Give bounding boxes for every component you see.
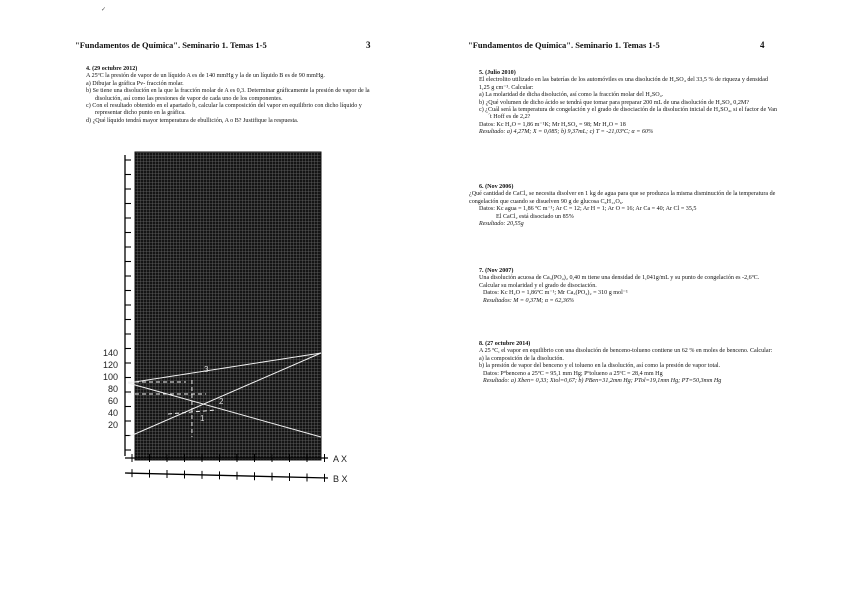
problem-6-resultado: Resultado: 20,55g — [479, 221, 524, 228]
y-label: 140 — [102, 348, 118, 358]
problem-4-item-d: d) ¿Qué líquido tendrá mayor temperatura de ebullición, A o B? Justifique la respuesta. — [86, 117, 299, 124]
problem-8-item-a: a) la composición de la disolución. — [479, 355, 564, 362]
problem-4-item-a: a) Dibujar la gráfica Pv- fracción molar. — [86, 80, 184, 87]
problem-5-resultado: Resultado: a) 4,27M; X = 0,085; b) 9,37mL; c) T = -21,03ºC; α = 60% — [479, 129, 654, 136]
problem-5 — [479, 70, 779, 137]
y-label: 20 — [107, 420, 118, 430]
problem-8-resultado: Resultado: a) Xben= 0,33; Xtol=0,67; b) PBen=31,2mm Hg; PTol=19,1mm Hg; PT=50,3mm Hg — [483, 378, 722, 385]
problem-6-datos-2: El CaCl₂ está disociado un 85% — [496, 213, 574, 220]
problem-8-item-b: b) la presión de vapor del benceno y el tolueno en la disolución, así como la presión de vapor total. — [479, 363, 721, 370]
y-axis-labels — [103, 348, 118, 430]
annotation-1: 1 — [200, 414, 205, 423]
problem-4-item-c: c) Con el resultado obtenido en el apartado b, calcular la composición del vapor en equilibrio con dicho líquido y representar dicho punto en la gráfica. — [86, 103, 362, 117]
problem-8-title: 8. (27 octubre 2014) — [479, 341, 531, 347]
problem-5-item-b: b) ¿Qué volumen de dicho ácido se tendrá que tomar para preparar 200 mL de una disolución de H₂SO₄ 0,2M? — [479, 99, 750, 106]
problem-7-statement: Una disolución acuosa de Ca₃(PO₄)₂ 0,40 m tiene una densidad de 1,041g/mL y su punto de congelación es -2,6ºC. Calcular su molaridad y el grado de disociación. — [479, 275, 760, 289]
annotation-2: 2 — [219, 397, 224, 406]
left-page-number: 3 — [366, 40, 371, 50]
y-label: 120 — [102, 360, 118, 370]
problem-4-item-b: b) Se tiene una disolución en la que la fracción molar de A es 0,3. Determinar gráficamente la presión de vapor de la disolución, así como las presiones de vapor de cada uno de los componentes. — [86, 88, 370, 102]
x-axis-b — [125, 473, 328, 478]
problem-5-item-c: c) ¿Cuál será la temperatura de congelación y el grado de disociación de la disolución inicial de H₂SO₄, si el factor de Van´t Hoff es de 2,2? — [479, 107, 778, 121]
problem-5-datos: Datos: Kc H₂O = 1,86 m⁻¹K; Mr H₂SO₄ = 98; Mr H₂O = 18 — [479, 121, 626, 128]
x-label-a: A X — [333, 454, 348, 464]
problem-7-title: 7. (Nov 2007) — [479, 268, 514, 274]
problem-7-datos: Datos: Kc H₂O = 1,86ºC m⁻¹; Mr Ca₃(PO₄)₂ = 310 g mol⁻¹ — [483, 290, 628, 297]
y-label: 80 — [107, 384, 118, 394]
problem-4-statement: A 25ºC la presión de vapor de un líquido A es de 140 mmHg y la de un líquido B es de 90 mmHg. — [86, 73, 325, 80]
graph-grid-paper — [135, 152, 321, 460]
problem-7-resultado: Resultados: M = 0,37M; α = 62,36% — [483, 297, 574, 304]
annotation-3: 3 — [204, 365, 209, 374]
problem-5-statement: El electrolito utilizado en las baterías de los automóviles es una disolución de H₂SO₄ del 33,5 % de riqueza y densidad 1,25 g cm⁻³. Calcular: — [479, 77, 769, 91]
problem-5-item-a: a) La molaridad de dicha disolución, así como la fracción molar del H₂SO₄. — [479, 92, 664, 99]
problem-8-datos: Datos: Pºbenceno a 25ºC = 95,1 mm Hg; Pºtolueno a 25ºC = 28,4 mm Hg — [483, 370, 663, 377]
y-axis-ticks — [125, 160, 131, 450]
problem-8 — [479, 341, 779, 385]
problem-5-title: 5. (Julio 2010) — [479, 70, 516, 76]
problem-6-title: 6. (Nov 2006) — [479, 184, 514, 190]
corner-check-mark: ✓ — [101, 7, 107, 13]
x-label-b: B X — [333, 474, 348, 484]
y-label: 60 — [107, 396, 118, 406]
y-label: 100 — [102, 372, 118, 382]
right-page — [424, 0, 848, 599]
problem-6 — [469, 184, 779, 228]
problem-4-title: 4. (29 octubre 2012) — [86, 66, 138, 72]
y-label: 40 — [107, 408, 118, 418]
left-page-header: "Fundamentos de Química". Seminario 1. Temas 1-5 — [75, 40, 267, 50]
problem-6-statement: ¿Qué cantidad de CaCl₂ se necesita disolver en 1 kg de agua para que se produzca la misma disminución de la temperatura de congelación que cuando se disuelven 90 g de glucosa C₆H₁₂O₆. — [469, 191, 776, 205]
problem-6-datos: Datos: Kc agua = 1,86 ºC m⁻¹; Ar C = 12; Ar H = 1; Ar O = 16; Ar Ca = 40; Ar Cl = 35,5 — [479, 206, 697, 213]
problem-7 — [479, 268, 779, 305]
right-page-number: 4 — [760, 40, 765, 50]
right-page-header: "Fundamentos de Química". Seminario 1. Temas 1-5 — [468, 40, 660, 50]
problem-8-statement: A 25 ºC, el vapor en equilibrio con una disolución de benceno-tolueno contiene un 62 % en moles de benceno. Calcular: — [479, 348, 773, 355]
